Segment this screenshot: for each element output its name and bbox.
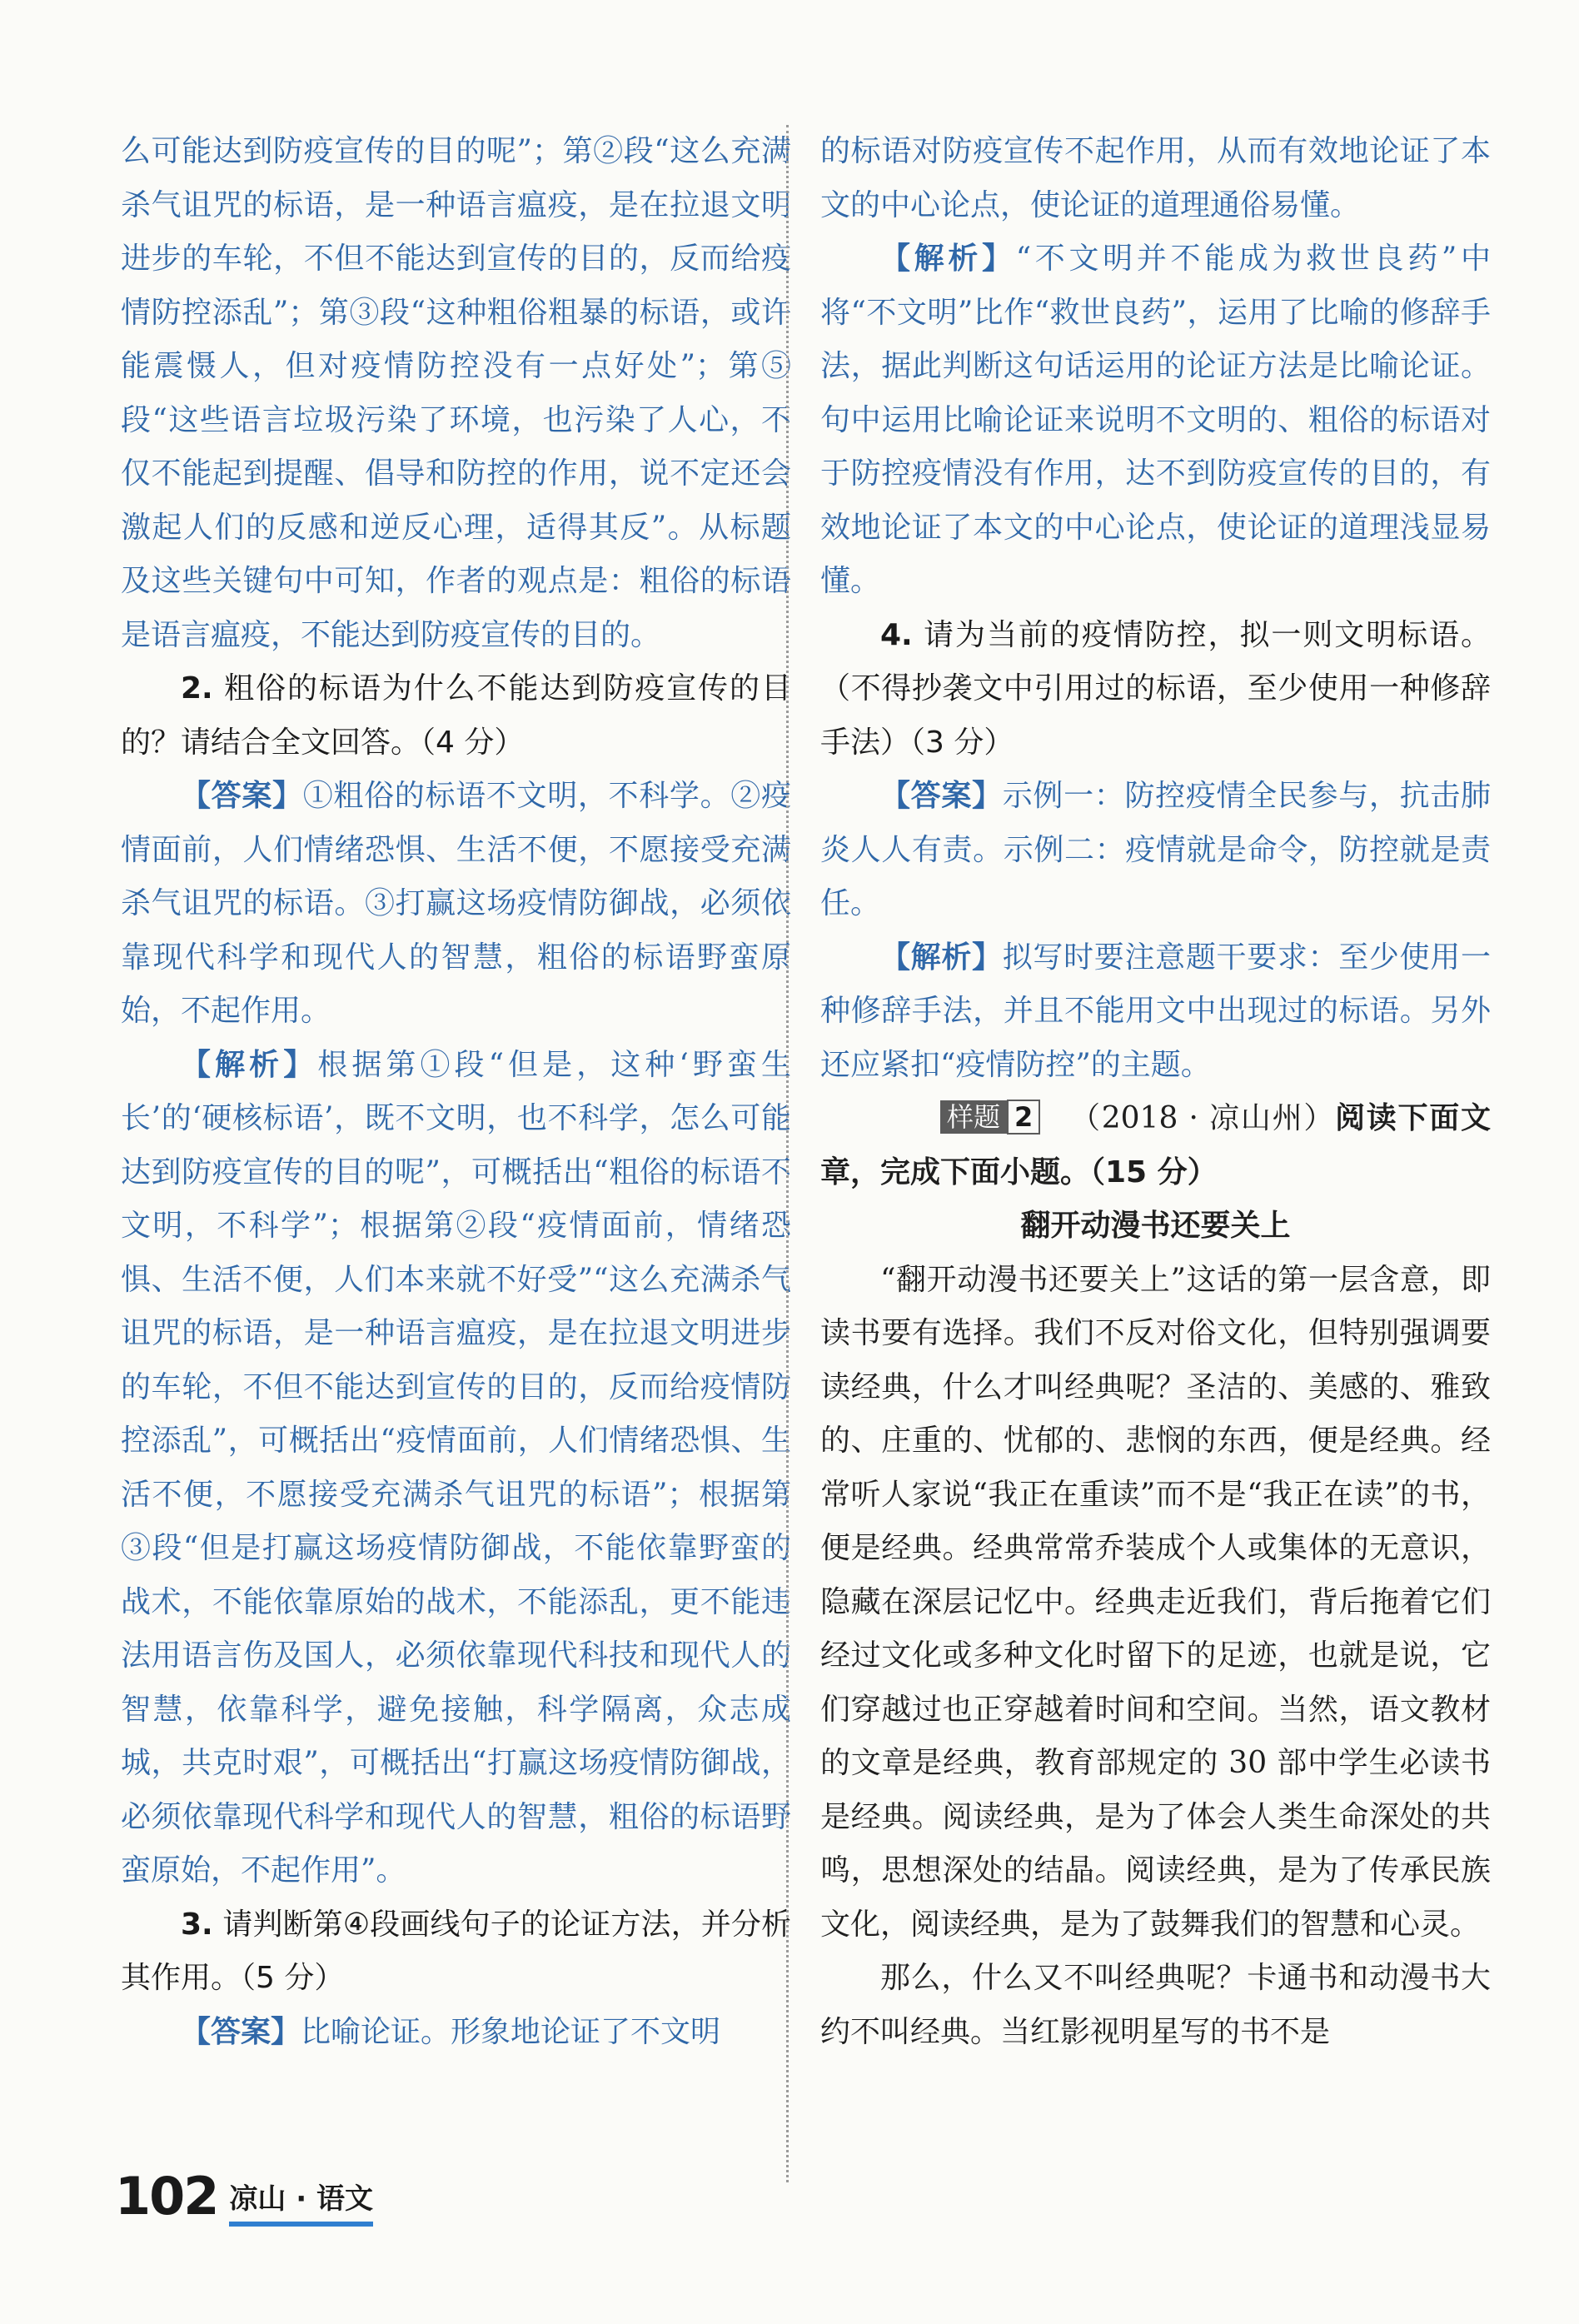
question-2 [121,662,791,770]
answer-tag: 【答案】 [181,779,303,813]
page-footer [115,2166,373,2227]
question-3-analysis-text: “不文明并不能成为救世良药”中将“不文明”比作“救世良药”，运用了比喻的修辞手法，据此判断这句话运用的论证方法是比喻论证。句中运用比喻论证来说明不文明的、粗俗的标语对于防控疫情没有作用，达不到防疫宣传的目的，有效地论证了本文的中心论点，使论证的道理浅显易懂。 [820,242,1491,598]
analysis-tag: 【解析】 [880,940,1003,975]
sample-question-header [820,1092,1491,1199]
question-2-analysis-text: 根据第①段“但是，这种‘野蛮生长’的‘硬核标语’，既不文明，也不科学，怎么可能达到防疫宣传的目的呢”，可概括出“粗俗的标语不文明，不科学”；根据第②段“疫情面前，情绪恐惧、生活不便，人们本来就不好受”“这么充满杀气诅咒的标语，是一种语言瘟疫，是在拉退文明进步的车轮，不但不能达到宣传的目的，反而给疫情防控添乱”，可概括出“疫情面前，人们情绪恐惧、生活不便，不愿接受充满杀气诅咒的标语”；根据第③段“但是打赢这场疫情防御战，不能依靠野蛮的战术，不能依靠原始的战术，不能添乱，更不能违法用语言伤及国人，必须依靠现代科技和现代人的智慧，依靠科学，避免接触，科学隔离，众志成城，共克时艰”，可概括出“打赢这场疫情防御战，必须依靠现代科学和现代人的智慧，粗俗的标语野蛮原始，不起作用”。 [121,1047,791,1888]
question-4-analysis [820,931,1491,1093]
question-4-answer-text: 示例一：防控疫情全民参与，抗击肺炎人人有责。示例二：疫情就是命令，防控就是责任。 [820,779,1491,920]
question-2-answer [121,770,791,1039]
sample-instruction: 阅读下面文章，完成下面小题。（15 分） [820,1101,1491,1189]
question-4-analysis-text: 拟写时要注意题干要求：至少使用一种修辞手法，并且不能用文中出现过的标语。另外还应紧扣“疫情防控”的主题。 [820,940,1491,1082]
question-2-text: 粗俗的标语为什么不能达到防疫宣传的目的？请结合全文回答。（4 分） [121,671,791,760]
question-2-analysis [121,1039,791,1898]
question-3-number: 3. [181,1907,213,1942]
article-paragraph-2: 那么，什么又不叫经典呢？卡通书和动漫书大约不叫经典。当红影视明星写的书不是 [820,1961,1491,2049]
book-title: 凉山 · 语文 [229,2176,373,2227]
article-title: 翻开动漫书还要关上 [1020,1209,1291,1243]
question-3-text: 请判断第④段画线句子的论证方法，并分析其作用。（5 分） [121,1907,791,1995]
question-4 [820,609,1491,771]
question-3 [121,1898,791,2006]
column-divider [786,125,789,2182]
right-column [820,125,1491,2059]
question-3-answer [121,2006,791,2060]
answer-tag: 【答案】 [181,2014,301,2049]
sample-source: （2018 · 凉山州） [1068,1101,1336,1135]
prev-analysis-continued: 么可能达到防疫宣传的目的呢”；第②段“这么充满杀气诅咒的标语，是一种语言瘟疫，是在拉退文明进步的车轮，不但不能达到宣传的目的，反而给疫情防控添乱”；第③段“这种粗俗粗暴的标语，或许能震慑人，但对疫情防控没有一点好处”；第⑤段“这些语言垃圾污染了环境，也污染了人心，不仅不能起到提醒、倡导和防控的作用，说不定还会激起人们的反感和逆反心理，适得其反”。从标题及这些关键句中可知，作者的观点是：粗俗的标语是语言瘟疫，不能达到防疫宣传的目的。 [121,134,791,652]
analysis-tag: 【解析】 [181,1047,318,1082]
sample-badge-label: 样题 [940,1100,1007,1134]
question-3-answer-text: 比喻论证。形象地论证了不文明 [301,2014,721,2049]
question-2-answer-text: ①粗俗的标语不文明，不科学。②疫情面前，人们情绪恐惧、生活不便，不愿接受充满杀气诅咒的标语。③打赢这场疫情防御战，必须依靠现代科学和现代人的智慧，粗俗的标语野蛮原始，不起作用。 [121,779,791,1028]
sample-badge-number: 2 [1007,1100,1040,1135]
answer-tag: 【答案】 [880,779,1003,813]
question-4-text: 请为当前的疫情防控，拟一则文明标语。（不得抄袭文中引用过的标语，至少使用一种修辞手法）（3 分） [820,617,1491,760]
question-2-number: 2. [181,671,213,706]
question-4-number: 4. [880,617,913,652]
question-3-analysis [820,232,1491,609]
page-number: 102 [115,2166,218,2227]
left-column [121,125,791,2059]
sample-badge [880,1099,1040,1135]
question-4-answer [820,770,1491,931]
article-paragraph-1: “翻开动漫书还要关上”这话的第一层含意，即读书要有选择。我们不反对俗文化，但特别强调要读经典，什么才叫经典呢？圣洁的、美感的、雅致的、庄重的、忧郁的、悲悯的东西，便是经典。经常听人家说“我正在重读”而不是“我正在读”的书，便是经典。经典常常乔装成个人或集体的无意识，隐藏在深层记忆中。经典走近我们，背后拖着它们经过文化或多种文化时留下的足迹，也就是说，它们穿越过也正穿越着时间和空间。当然，语文教材的文章是经典，教育部规定的 30 部中学生必读书是经典。阅读经典，是为了体会人类生命深处的共鸣，思想深处的结晶。阅读经典，是为了传承民族文化，阅读经典，是为了鼓舞我们的智慧和心灵。 [820,1262,1491,1942]
question-3-answer-continued: 的标语对防疫宣传不起作用，从而有效地论证了本文的中心论点，使论证的道理通俗易懂。 [820,134,1491,222]
analysis-tag: 【解析】 [880,242,1016,276]
